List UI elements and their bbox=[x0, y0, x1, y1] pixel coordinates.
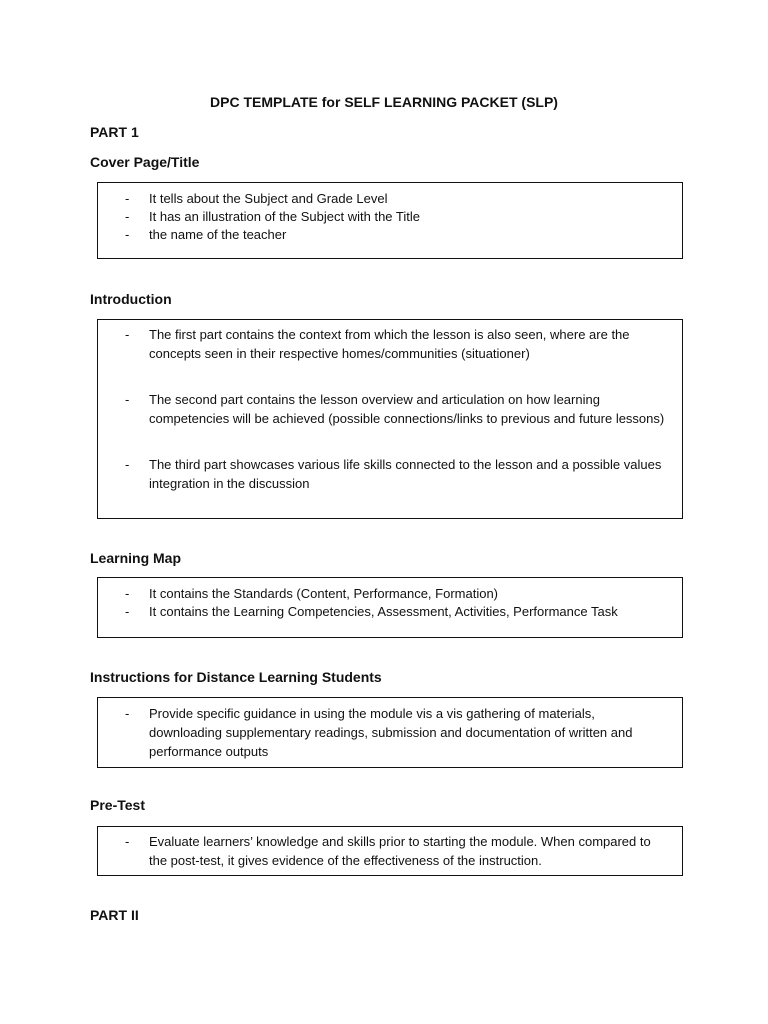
list-item bbox=[98, 208, 682, 226]
list-item bbox=[98, 455, 682, 493]
learning-map-list bbox=[98, 585, 682, 621]
part-2-heading: PART II bbox=[90, 907, 139, 923]
list-item-text: The third part showcases various life skills connected to the lesson and a possible values integration in the discussion bbox=[149, 457, 662, 491]
list-item-text: The second part contains the lesson overview and articulation on how learning competencies will be achieved (possible connections/links to previous and future lessons) bbox=[149, 392, 665, 426]
instructions-list bbox=[98, 704, 682, 761]
instructions-box bbox=[97, 697, 683, 768]
list-item-text: the name of the teacher bbox=[149, 227, 287, 242]
bullet-dash: - bbox=[125, 586, 130, 601]
list-item bbox=[98, 832, 682, 870]
list-item-text: The first part contains the context from which the lesson is also seen, where are the concepts seen in their respective homes/communities (situationer) bbox=[149, 327, 630, 361]
bullet-dash: - bbox=[125, 706, 130, 721]
list-item bbox=[98, 190, 682, 208]
bullet-dash: - bbox=[125, 227, 130, 242]
cover-page-list bbox=[98, 190, 682, 244]
document-title: DPC TEMPLATE for SELF LEARNING PACKET (SLP) bbox=[210, 94, 558, 110]
introduction-list bbox=[98, 325, 682, 493]
bullet-dash: - bbox=[125, 834, 130, 849]
list-item bbox=[98, 603, 682, 621]
bullet-dash: - bbox=[125, 604, 130, 619]
bullet-dash: - bbox=[125, 327, 130, 342]
list-item bbox=[98, 585, 682, 603]
list-item bbox=[98, 704, 682, 761]
list-item bbox=[98, 325, 682, 363]
list-item-text: It has an illustration of the Subject with the Title bbox=[149, 209, 420, 224]
learning-map-box bbox=[97, 577, 683, 638]
list-item-text: It contains the Standards (Content, Performance, Formation) bbox=[149, 586, 499, 601]
instructions-heading: Instructions for Distance Learning Students bbox=[90, 669, 382, 685]
pretest-list bbox=[98, 832, 682, 870]
list-item bbox=[98, 226, 682, 244]
cover-page-heading: Cover Page/Title bbox=[90, 154, 200, 170]
introduction-box bbox=[97, 319, 683, 519]
list-item bbox=[98, 390, 682, 428]
list-item-text: It contains the Learning Competencies, Assessment, Activities, Performance Task bbox=[149, 604, 618, 619]
list-item-text: It tells about the Subject and Grade Level bbox=[149, 191, 388, 206]
learning-map-heading: Learning Map bbox=[90, 550, 182, 566]
list-item-text: Evaluate learners’ knowledge and skills prior to starting the module. When compared to the post-test, it gives evidence of the effectiveness of the instruction. bbox=[149, 834, 651, 868]
pretest-heading: Pre-Test bbox=[90, 797, 145, 813]
bullet-dash: - bbox=[125, 191, 130, 206]
bullet-dash: - bbox=[125, 457, 130, 472]
introduction-heading: Introduction bbox=[90, 291, 172, 307]
part-1-heading: PART 1 bbox=[90, 124, 139, 140]
list-item-text: Provide specific guidance in using the module vis a vis gathering of materials, downloading supplementary readings, submission and documentation of written and performance outputs bbox=[149, 706, 633, 759]
cover-page-box bbox=[97, 182, 683, 259]
pretest-box bbox=[97, 826, 683, 876]
bullet-dash: - bbox=[125, 209, 130, 224]
bullet-dash: - bbox=[125, 392, 130, 407]
